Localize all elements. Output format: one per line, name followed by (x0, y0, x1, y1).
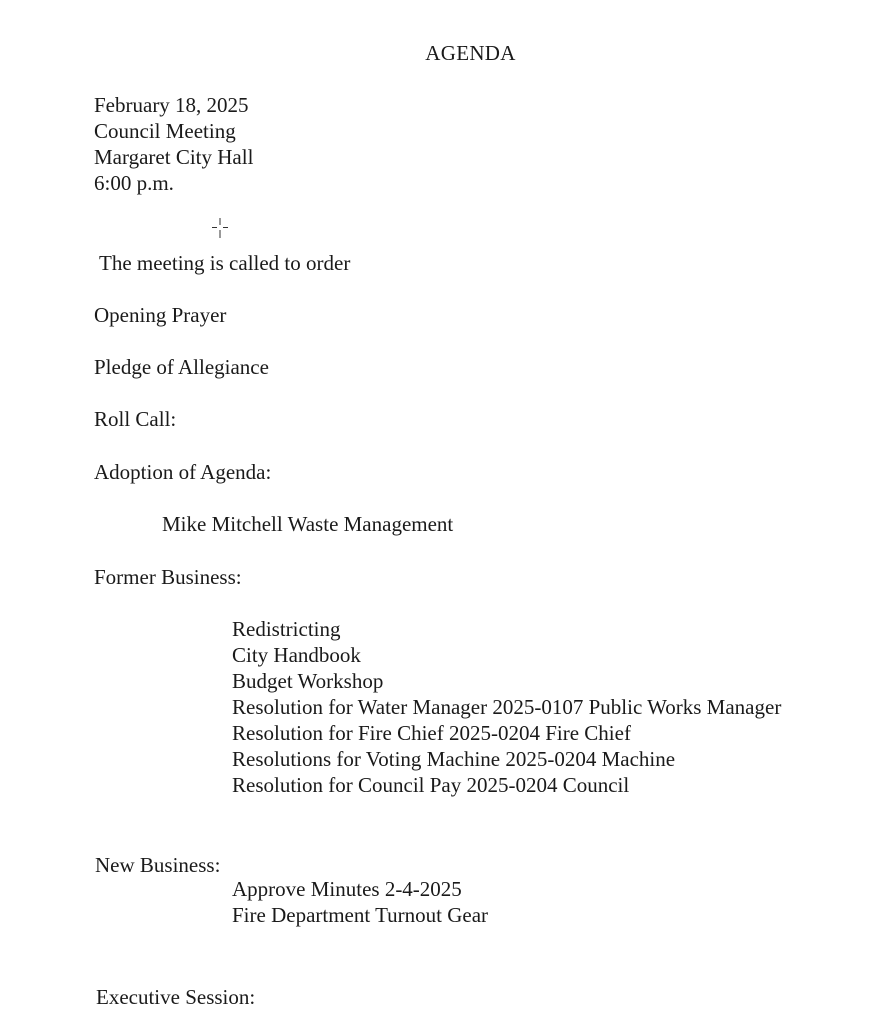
adoption-item: Mike Mitchell Waste Management (162, 512, 454, 536)
meeting-date: February 18, 2025 (94, 93, 249, 117)
list-item: Fire Department Turnout Gear (232, 903, 489, 927)
list-item: Resolution for Water Manager 2025-0107 Public Works Manager (232, 695, 782, 719)
meeting-time: 6:00 p.m. (94, 171, 174, 195)
new-business-list (232, 876, 488, 928)
page-title: AGENDA (425, 41, 516, 65)
list-item: Approve Minutes 2-4-2025 (232, 877, 462, 901)
crosshair-icon (212, 218, 228, 240)
call-to-order: The meeting is called to order (99, 251, 351, 275)
roll-call: Roll Call: (94, 407, 177, 431)
pledge-of-allegiance: Pledge of Allegiance (94, 355, 269, 379)
list-item: Resolution for Council Pay 2025-0204 Council (232, 773, 630, 797)
meeting-location: Margaret City Hall (94, 145, 254, 169)
list-item: Budget Workshop (232, 669, 384, 693)
adoption-of-agenda-heading: Adoption of Agenda: (94, 460, 272, 484)
opening-prayer: Opening Prayer (94, 303, 227, 327)
list-item: Resolutions for Voting Machine 2025-0204 Machine (232, 747, 676, 771)
list-item: City Handbook (232, 643, 361, 667)
meeting-type: Council Meeting (94, 119, 236, 143)
former-business-list (232, 616, 781, 798)
former-business-heading: Former Business: (94, 565, 242, 589)
cursor-mark-icon (212, 218, 228, 243)
meeting-header (94, 92, 253, 196)
list-item: Resolution for Fire Chief 2025-0204 Fire Chief (232, 721, 631, 745)
executive-session-heading: Executive Session: (96, 985, 256, 1009)
list-item: Redistricting (232, 617, 341, 641)
new-business-heading: New Business: (95, 853, 221, 877)
